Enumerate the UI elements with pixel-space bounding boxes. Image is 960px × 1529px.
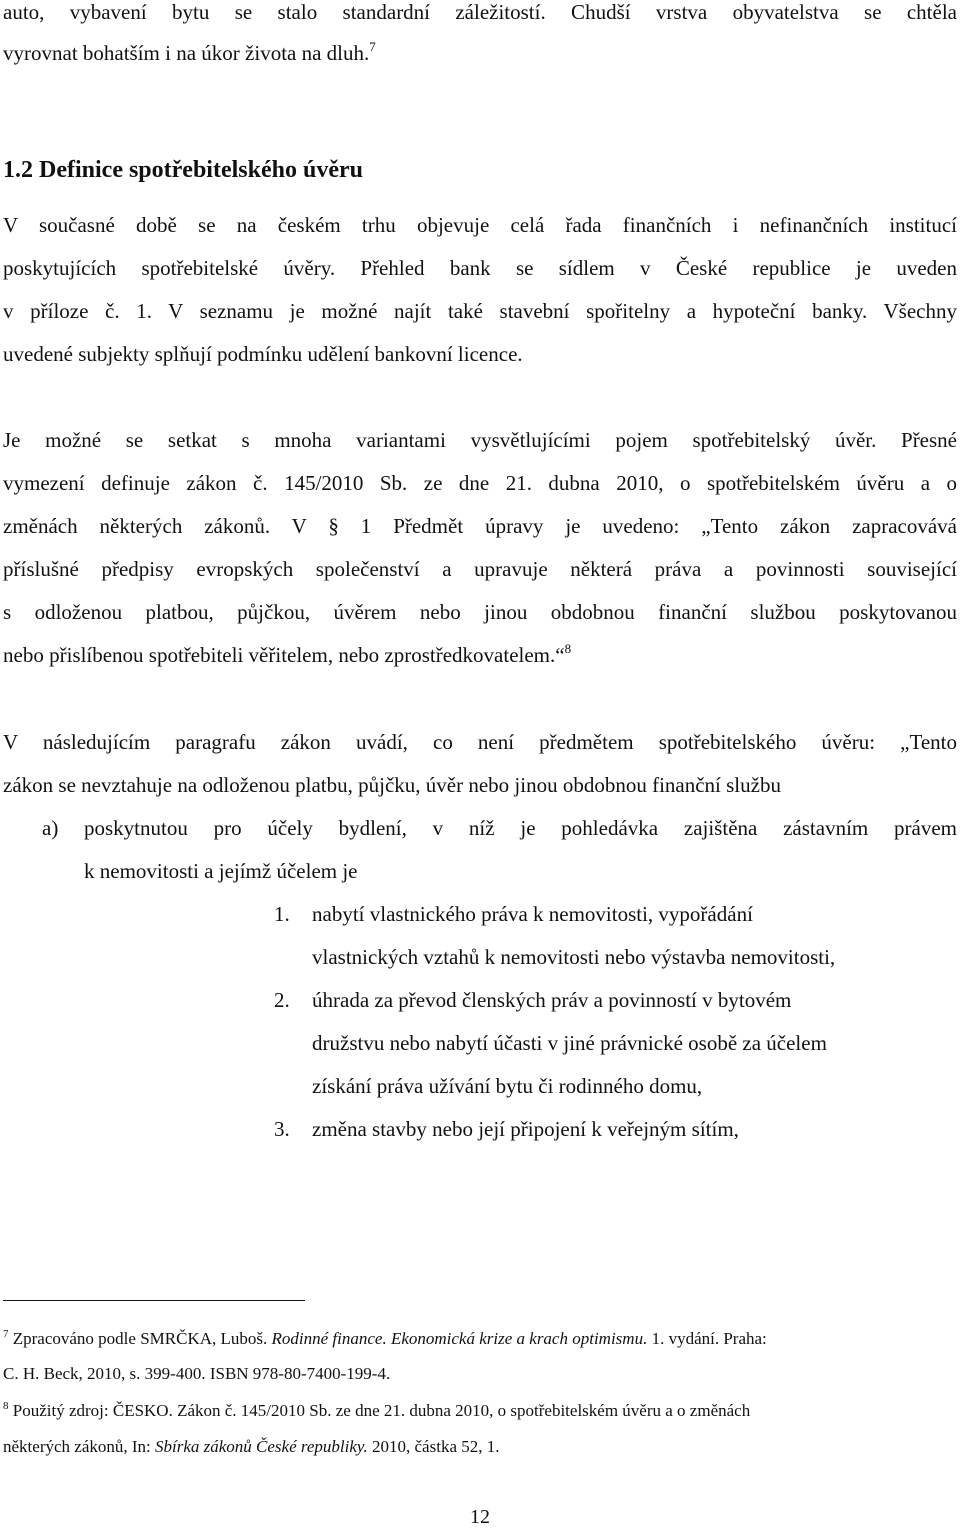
paragraph-line: zákon se nevztahuje na odloženou platbu, půjčku, úvěr nebo jinou obdobnou finanční službu (3, 773, 781, 797)
footnote-title: Sbírka zákonů České republiky. (155, 1437, 368, 1456)
paragraph-line: Je možné se setkat s mnoha variantami vysvětlujícími pojem spotřebitelský úvěr. Přesné (3, 428, 957, 452)
sublist-line: změna stavby nebo její připojení k veřejným sítím, (312, 1117, 739, 1141)
paragraph-line: změnách některých zákonů. V § 1 Předmět úpravy je uvedeno: „Tento zákon zapracovává (3, 514, 957, 538)
paragraph-line: poskytujících spotřebitelské úvěry. Přehled bank se sídlem v České republice je uveden (3, 256, 957, 280)
paragraph-line: uvedené subjekty splňují podmínku udělení bankovní licence. (3, 342, 523, 366)
footnote-7-line: C. H. Beck, 2010, s. 399-400. ISBN 978-80-7400-199-4. (3, 1364, 391, 1383)
list-item-line: poskytnutou pro účely bydlení, v níž je pohledávka zajištěna zástavním právem (84, 816, 957, 840)
footnote-separator (3, 1300, 305, 1301)
sublist-line: vlastnických vztahů k nemovitosti nebo výstavba nemovitosti, (312, 945, 836, 969)
list-item-line: k nemovitosti a jejímž účelem je (84, 859, 358, 883)
footnote-title: Rodinné finance. Ekonomická krize a krach optimismu. (271, 1329, 648, 1348)
paragraph-line: V následujícím paragrafu zákon uvádí, co není předmětem spotřebitelského úvěru: „Tento (3, 730, 957, 754)
sublist-number: 2. (274, 988, 290, 1012)
paragraph-line: auto, vybavení bytu se stalo standardní záležitostí. Chudší vrstva obyvatelstva se chtěla (3, 0, 957, 24)
footnote-ref[interactable]: 8 (564, 641, 572, 656)
footnote-number: 7 (3, 1328, 9, 1340)
footnote-8-line: některých zákonů, In: Sbírka zákonů České republiky. 2010, částka 52, 1. (3, 1437, 500, 1456)
page-number: 12 (470, 1506, 490, 1528)
sublist-number: 3. (274, 1117, 290, 1141)
sublist-number: 1. (274, 902, 290, 926)
footnote-number: 8 (3, 1400, 9, 1412)
paragraph-line: vymezení definuje zákon č. 145/2010 Sb. ze dne 21. dubna 2010, o spotřebitelském úvěru a o (3, 471, 957, 495)
sublist-line: nabytí vlastnického práva k nemovitosti, vypořádání (312, 902, 753, 926)
footnote-7: $^7$ Zpracováno podle SMRČKA, Luboš. Rodinné finance. Ekonomická krize a krach optimismu. 1. vydání. Praha: (3, 1328, 767, 1348)
sublist-line: družstvu nebo nabytí účasti v jiné právnické osobě za účelem (312, 1031, 827, 1055)
list-item-label: a) (42, 816, 59, 840)
paragraph-line: vyrovnat bohatším i na úkor života na dluh.$^7$ (3, 39, 376, 65)
paragraph-line: nebo přislíbenou spotřebiteli věřitelem, nebo zprostředkovatelem.“$^8$ (3, 641, 572, 667)
sublist-line: úhrada za převod členských práv a povinností v bytovém (312, 988, 792, 1012)
footnote-8: $^8$ Použitý zdroj: ČESKO. Zákon č. 145/2010 Sb. ze dne 21. dubna 2010, o spotřebitelském úvěru a o změnách (3, 1400, 751, 1420)
sublist-line: získání práva užívání bytu či rodinného domu, (312, 1074, 703, 1098)
paragraph-line: v příloze č. 1. V seznamu je možné najít také stavební spořitelny a hypoteční banky. Všechny (3, 299, 957, 323)
paragraph-line: příslušné předpisy evropských společenství a upravuje některá práva a povinnosti související (3, 557, 957, 581)
footnote-ref[interactable]: 7 (369, 39, 376, 54)
paragraph-line: V současné době se na českém trhu objevuje celá řada finančních i nefinančních institucí (3, 213, 957, 237)
section-heading: 1.2 Definice spotřebitelského úvěru (3, 157, 363, 183)
paragraph-line: s odloženou platbou, půjčkou, úvěrem nebo jinou obdobnou finanční službou poskytovanou (3, 600, 957, 624)
